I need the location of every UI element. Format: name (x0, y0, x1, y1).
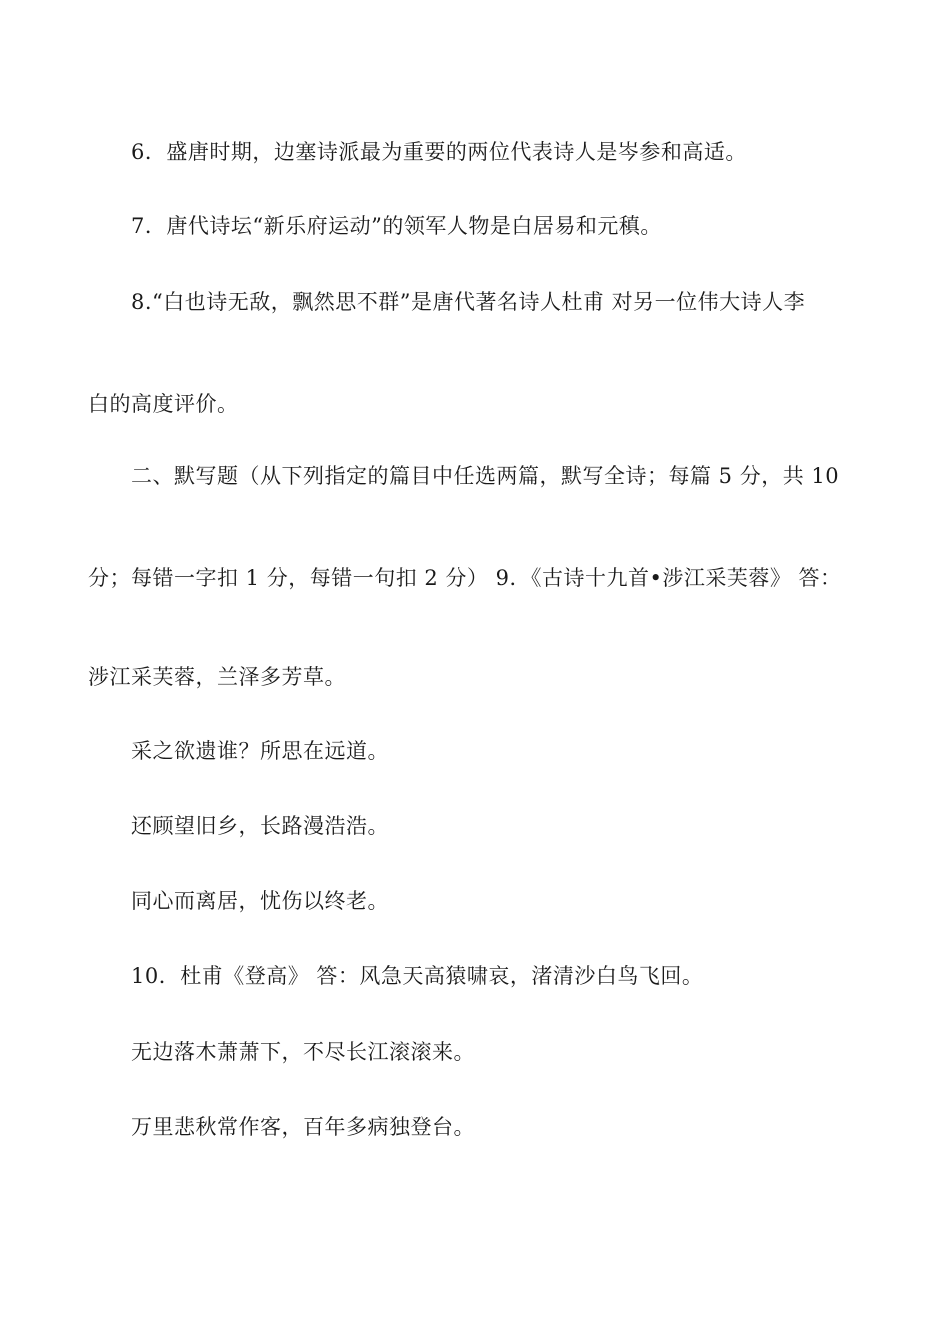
text-line: 无边落木萧萧下，不尽长江滚滚来。 (131, 1040, 475, 1064)
text-line: 同心而离居，忧伤以终老。 (131, 889, 389, 913)
text-line: 采之欲遗谁？所思在远道。 (131, 739, 389, 763)
text-line: 7．唐代诗坛“新乐府运动”的领军人物是白居易和元稹。 (131, 214, 662, 238)
text-line: 二、默写题（从下列指定的篇目中任选两篇，默写全诗；每篇 5 分，共 10 (131, 464, 840, 488)
text-line: 8.“白也诗无敌，飘然思不群”是唐代著名诗人杜甫 对另一位伟大诗人李 (131, 290, 806, 314)
text-line: 分；每错一字扣 1 分，每错一句扣 2 分） 9．《古诗十九首•涉江采芙蓉》 答： (88, 566, 842, 590)
text-line: 10．杜甫《登高》 答：风急天高猿啸哀，渚清沙白鸟飞回。 (131, 964, 704, 988)
text-line: 6．盛唐时期，边塞诗派最为重要的两位代表诗人是岑参和高适。 (131, 140, 747, 164)
text-line: 白的高度评价。 (88, 392, 239, 416)
text-line: 涉江采芙蓉，兰泽多芳草。 (88, 665, 346, 689)
text-line: 还顾望旧乡，长路漫浩浩。 (131, 814, 389, 838)
text-line: 万里悲秋常作客，百年多病独登台。 (131, 1115, 475, 1139)
